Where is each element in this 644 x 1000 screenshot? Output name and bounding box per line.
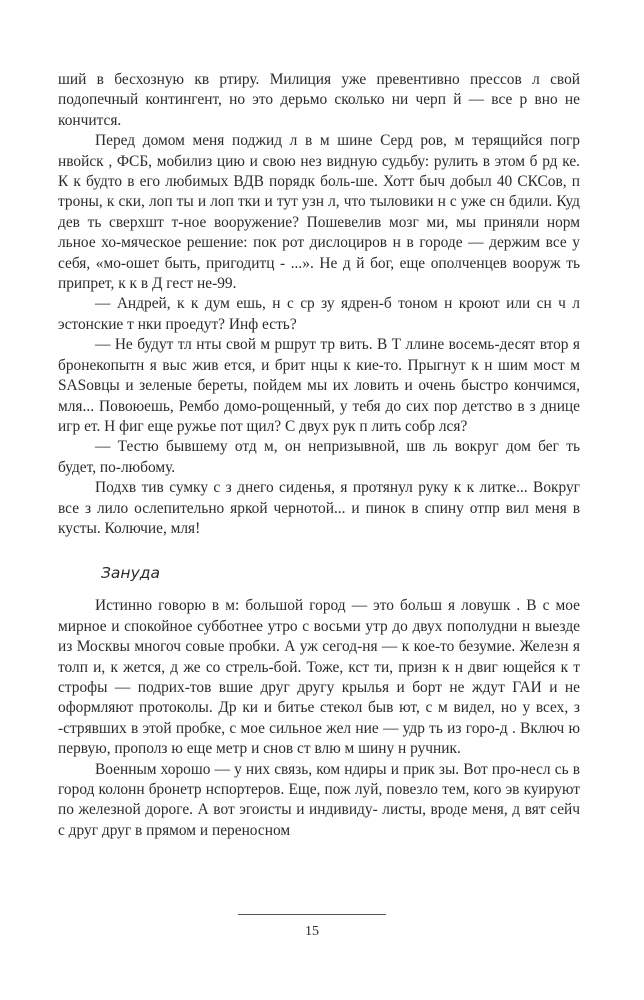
- page-number: 15: [305, 924, 319, 939]
- footer-divider: [238, 914, 386, 915]
- paragraph-1: ший в бесхозную кв ртиру. Милиция уже превентивно прессов л свой подопечный контингент, но это дерьмо сколько ни черп й — все р вно не кончится.: [58, 71, 580, 129]
- paragraph-4: — Не будут тл нты свой м ршрут тр вить. В Т ллине восемь-десят втор я бронекопытн я выс жив ется, и брит нцы к кие-то. Прыгнут к н шим мост м SASовцы и зеленые береты, пойдем мы их ловить и очень быстро кончимся, мля... Повоюешь, Рембо домо-рощенный, у тебя до сих пор детство в з днице игр ет. Н фиг еще ружье пот щил? С двух рук п лить собр лся?: [58, 336, 580, 435]
- paragraph-2: Перед домом меня поджид л в м шине Серд ров, м терящийся погр нвойск , ФСБ, мобилиз цию и свою нез видную судьбу: рулить в этом б рд ке. К к будто в его любимых ВДВ порядк боль-ше. Хотт быч добыл 40 СКСов, п троны, к ски, лоп ты и лоп тки и тут узн л, что тыловики н с уже сн бдили. Куд дев ть сверхшт т-ное вооружение? Пошевелив мозг ми, мы приняли норм льное хо-мяческое решение: пок рот дислоциров н в городе — держим все у себя, «мо-ошет быть, пригодитц - ...». Не д й бог, еще ополченцев вооруж ть припрет, к к в Д гест не-99.: [58, 132, 580, 293]
- paragraph-8: Военным хорошо — у них связь, ком ндиры и прик зы. Вот про-несл сь в город колонн бронетр нспортеров. Еще, пож луй, повезло тем, кого эв куируют по железной дороге. А вот эгоисты и индивиду- листы, вроде меня, д вят сейч с друг друг в прямом и переносном: [58, 760, 580, 839]
- section-title: Зануда: [101, 564, 160, 583]
- paragraph-7: Истинно говорю в м: большой город — это больш я ловушк . В с мое мирное и спокойное субботнее утро с восьми утр до двух пополудни н выезде из Москвы многоч совые пробки. А уж сегод-ня — к кое-то безумие. Железн я толп и, к жется, д же со стрель-бой. Тоже, кст ти, призн к н двиг ющейся к т строфы — подрих-тов вшие друг другу крылья и борт не ждут ГАИ и не оформляют протоколы. Др ки и битье стекол быв ют, с м видел, но у всех, з -стрявших в этой пробке, с мое сильное жел ние — удр ть из горо-д . Включ ю первую, прополз ю еще метр и снов ст влю м шину н ручник.: [58, 597, 580, 758]
- paragraph-5: — Тестю бывшему отд м, он непризывной, шв ль вокруг дом бег ть будет, по-любому.: [58, 438, 580, 476]
- paragraph-3: — Андрей, к к дум ешь, н с ср зу ядрен-б тоном н кроют или сн ч л эстонские т нки проедут? Инф есть?: [58, 295, 580, 333]
- paragraph-6: Подхв тив сумку с з днего сиденья, я протянул руку к к литке... Вокруг все з лило ослепительно яркой чернотой... и пинок в спину отпр вил меня в кусты. Колючие, мля!: [58, 479, 580, 537]
- page-body: [58, 70, 580, 841]
